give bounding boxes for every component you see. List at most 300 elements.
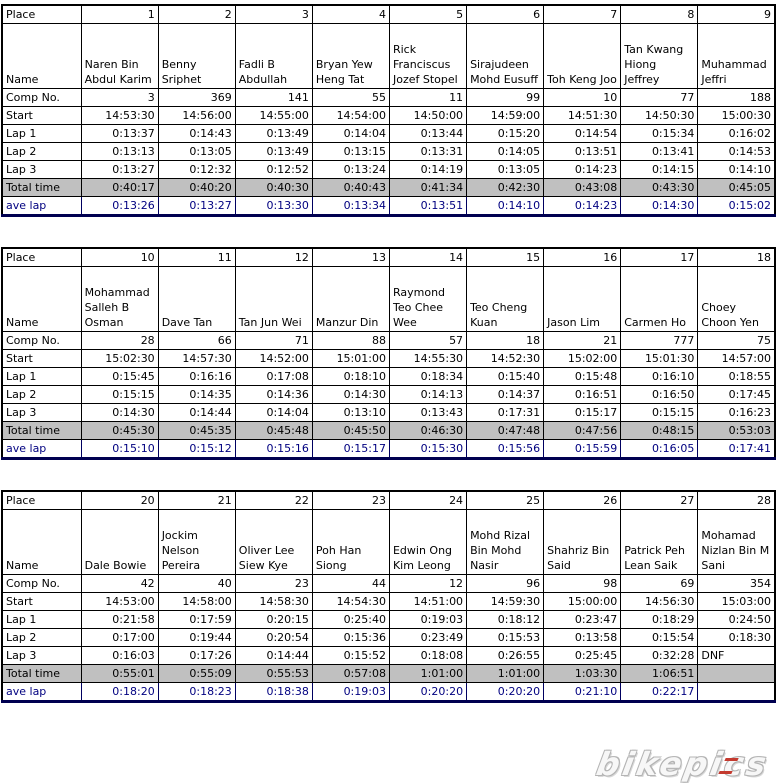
row-lap_1 (2, 611, 775, 629)
lap_3-cell: 0:14:44 (158, 404, 235, 422)
row-place (2, 491, 775, 510)
lap_1-cell: 0:17:08 (235, 368, 312, 386)
row-label-lap_2: Lap 2 (2, 629, 81, 647)
lap_3-cell: 0:26:55 (467, 647, 544, 665)
name-cell: Shahriz Bin Said (544, 510, 621, 575)
lap_1-cell: 0:14:43 (158, 125, 235, 143)
row-label-name: Name (2, 24, 81, 89)
lap_1-cell: 0:13:44 (389, 125, 466, 143)
lap_3-cell: 0:16:03 (81, 647, 158, 665)
row-lap_1 (2, 125, 775, 143)
name-cell: Tan Jun Wei (235, 267, 312, 332)
lap_3-cell: 0:15:15 (621, 404, 698, 422)
lap_3-cell: 0:13:27 (81, 161, 158, 179)
row-total_time (2, 665, 775, 683)
row-place (2, 248, 775, 267)
total_time-cell: 0:47:56 (544, 422, 621, 440)
ave_lap-cell: 0:15:56 (467, 440, 544, 459)
lap_2-cell: 0:13:13 (81, 143, 158, 161)
name-cell: Carmen Ho (621, 267, 698, 332)
total_time-cell: 1:01:00 (389, 665, 466, 683)
place-cell: 22 (235, 491, 312, 510)
ave_lap-cell: 0:13:26 (81, 197, 158, 216)
lap_1-cell: 0:15:20 (467, 125, 544, 143)
ave_lap-cell: 0:17:41 (698, 440, 775, 459)
comp_no-cell: 71 (235, 332, 312, 350)
lap_2-cell: 0:20:54 (235, 629, 312, 647)
name-cell: Bryan Yew Heng Tat (312, 24, 389, 89)
row-ave_lap (2, 197, 775, 216)
lap_1-cell: 0:15:48 (544, 368, 621, 386)
lap_3-cell: 0:13:43 (389, 404, 466, 422)
ave_lap-cell: 0:21:10 (544, 683, 621, 702)
start-cell: 14:52:00 (235, 350, 312, 368)
ave_lap-cell: 0:22:17 (621, 683, 698, 702)
ave_lap-cell: 0:15:17 (312, 440, 389, 459)
lap_1-cell: 0:16:10 (621, 368, 698, 386)
place-cell: 14 (389, 248, 466, 267)
row-name (2, 24, 775, 89)
start-cell: 15:02:30 (81, 350, 158, 368)
lap_1-cell: 0:13:49 (235, 125, 312, 143)
name-cell: Edwin Ong Kim Leong (389, 510, 466, 575)
lap_1-cell: 0:15:34 (621, 125, 698, 143)
lap_1-cell: 0:21:58 (81, 611, 158, 629)
lap_3-cell: 0:14:04 (235, 404, 312, 422)
total_time-cell (698, 665, 775, 683)
ave_lap-cell: 0:15:10 (81, 440, 158, 459)
start-cell: 14:56:30 (621, 593, 698, 611)
ave_lap-cell: 0:15:02 (698, 197, 775, 216)
lap_2-cell: 0:23:49 (389, 629, 466, 647)
comp_no-cell: 141 (235, 89, 312, 107)
total_time-cell: 0:43:30 (621, 179, 698, 197)
ave_lap-cell: 0:18:38 (235, 683, 312, 702)
row-label-lap_1: Lap 1 (2, 611, 81, 629)
name-cell: Poh Han Siong (312, 510, 389, 575)
lap_3-cell: 0:18:08 (389, 647, 466, 665)
row-label-place: Place (2, 248, 81, 267)
total_time-cell: 0:46:30 (389, 422, 466, 440)
place-cell: 6 (467, 5, 544, 24)
place-cell: 10 (81, 248, 158, 267)
name-cell: Jason Lim (544, 267, 621, 332)
place-cell: 3 (235, 5, 312, 24)
start-cell: 14:54:00 (312, 107, 389, 125)
lap_1-cell: 0:14:04 (312, 125, 389, 143)
results-table-places-10-18 (1, 247, 776, 460)
lap_1-cell: 0:17:59 (158, 611, 235, 629)
lap_2-cell: 0:14:53 (698, 143, 775, 161)
name-cell: Mohd Rizal Bin Mohd Nasir (467, 510, 544, 575)
lap_2-cell: 0:13:15 (312, 143, 389, 161)
row-place (2, 5, 775, 24)
total_time-cell: 1:01:00 (467, 665, 544, 683)
ave_lap-cell: 0:20:20 (467, 683, 544, 702)
start-cell: 15:02:00 (544, 350, 621, 368)
lap_2-cell: 0:14:05 (467, 143, 544, 161)
start-cell: 14:59:00 (467, 107, 544, 125)
row-label-lap_3: Lap 3 (2, 404, 81, 422)
start-cell: 14:58:00 (158, 593, 235, 611)
start-cell: 15:03:00 (698, 593, 775, 611)
place-cell: 26 (544, 491, 621, 510)
lap_1-cell: 0:18:10 (312, 368, 389, 386)
row-label-comp_no: Comp No. (2, 332, 81, 350)
lap_1-cell: 0:15:40 (467, 368, 544, 386)
total_time-cell: 0:47:48 (467, 422, 544, 440)
place-cell: 17 (621, 248, 698, 267)
row-label-total_time: Total time (2, 422, 81, 440)
total_time-cell: 0:45:05 (698, 179, 775, 197)
row-lap_3 (2, 161, 775, 179)
start-cell: 15:01:30 (621, 350, 698, 368)
row-label-lap_3: Lap 3 (2, 647, 81, 665)
lap_3-cell: 0:14:30 (81, 404, 158, 422)
lap_2-cell: 0:15:15 (81, 386, 158, 404)
row-lap_1 (2, 368, 775, 386)
name-cell: Naren Bin Abdul Karim (81, 24, 158, 89)
start-cell: 15:00:00 (544, 593, 621, 611)
lap_3-cell: 0:13:10 (312, 404, 389, 422)
place-cell: 4 (312, 5, 389, 24)
total_time-cell: 1:03:30 (544, 665, 621, 683)
total_time-cell: 0:55:01 (81, 665, 158, 683)
comp_no-cell: 3 (81, 89, 158, 107)
lap_1-cell: 0:24:50 (698, 611, 775, 629)
start-cell: 14:57:00 (698, 350, 775, 368)
name-cell: Fadli B Abdullah (235, 24, 312, 89)
place-cell: 25 (467, 491, 544, 510)
start-cell: 15:00:30 (698, 107, 775, 125)
lap_1-cell: 0:25:40 (312, 611, 389, 629)
lap_3-cell: 0:14:44 (235, 647, 312, 665)
comp_no-cell: 96 (467, 575, 544, 593)
lap_1-cell: 0:18:29 (621, 611, 698, 629)
ave_lap-cell: 0:19:03 (312, 683, 389, 702)
row-label-comp_no: Comp No. (2, 89, 81, 107)
comp_no-cell: 98 (544, 575, 621, 593)
total_time-cell: 0:40:20 (158, 179, 235, 197)
lap_3-cell: 0:12:32 (158, 161, 235, 179)
lap_2-cell: 0:13:49 (235, 143, 312, 161)
name-cell: Toh Keng Joo (544, 24, 621, 89)
lap_3-cell: 0:14:10 (698, 161, 775, 179)
ave_lap-cell: 0:13:51 (389, 197, 466, 216)
start-cell: 14:55:00 (235, 107, 312, 125)
row-label-lap_3: Lap 3 (2, 161, 81, 179)
name-cell: Jockim Nelson Pereira (158, 510, 235, 575)
lap_2-cell: 0:13:51 (544, 143, 621, 161)
start-cell: 14:59:30 (467, 593, 544, 611)
bikepics-logo (594, 745, 773, 783)
place-cell: 8 (621, 5, 698, 24)
row-label-lap_2: Lap 2 (2, 386, 81, 404)
row-label-start: Start (2, 593, 81, 611)
lap_3-cell: 0:13:05 (467, 161, 544, 179)
start-cell: 15:01:00 (312, 350, 389, 368)
row-label-start: Start (2, 107, 81, 125)
row-lap_2 (2, 143, 775, 161)
total_time-cell: 0:40:43 (312, 179, 389, 197)
lap_1-cell: 0:20:15 (235, 611, 312, 629)
start-cell: 14:54:30 (312, 593, 389, 611)
start-cell: 14:51:30 (544, 107, 621, 125)
place-cell: 24 (389, 491, 466, 510)
ave_lap-cell: 0:18:20 (81, 683, 158, 702)
lap_2-cell: 0:17:00 (81, 629, 158, 647)
total_time-cell: 0:45:35 (158, 422, 235, 440)
comp_no-cell: 42 (81, 575, 158, 593)
place-cell: 18 (698, 248, 775, 267)
ave_lap-cell: 0:14:23 (544, 197, 621, 216)
lap_2-cell: 0:14:30 (312, 386, 389, 404)
lap_3-cell: 0:14:23 (544, 161, 621, 179)
total_time-cell: 0:57:08 (312, 665, 389, 683)
row-label-place: Place (2, 491, 81, 510)
comp_no-cell: 11 (389, 89, 466, 107)
place-cell: 2 (158, 5, 235, 24)
comp_no-cell: 188 (698, 89, 775, 107)
name-cell: Raymond Teo Chee Wee (389, 267, 466, 332)
total_time-cell: 0:40:17 (81, 179, 158, 197)
ave_lap-cell: 0:15:30 (389, 440, 466, 459)
lap_2-cell: 0:14:37 (467, 386, 544, 404)
comp_no-cell: 369 (158, 89, 235, 107)
results-table-places-1-9 (1, 4, 776, 217)
comp_no-cell: 75 (698, 332, 775, 350)
row-label-lap_2: Lap 2 (2, 143, 81, 161)
comp_no-cell: 21 (544, 332, 621, 350)
name-cell: Oliver Lee Siew Kye (235, 510, 312, 575)
name-cell: Muhammad Jeffri (698, 24, 775, 89)
start-cell: 14:58:30 (235, 593, 312, 611)
row-label-ave_lap: ave lap (2, 683, 81, 702)
total_time-cell: 0:43:08 (544, 179, 621, 197)
comp_no-cell: 88 (312, 332, 389, 350)
lap_1-cell: 0:15:45 (81, 368, 158, 386)
row-name (2, 267, 775, 332)
row-lap_3 (2, 647, 775, 665)
ave_lap-cell: 0:15:12 (158, 440, 235, 459)
place-cell: 13 (312, 248, 389, 267)
place-cell: 7 (544, 5, 621, 24)
row-label-start: Start (2, 350, 81, 368)
place-cell: 5 (389, 5, 466, 24)
lap_1-cell: 0:23:47 (544, 611, 621, 629)
place-cell: 9 (698, 5, 775, 24)
ave_lap-cell: 0:13:34 (312, 197, 389, 216)
ave_lap-cell: 0:15:59 (544, 440, 621, 459)
place-cell: 15 (467, 248, 544, 267)
lap_2-cell: 0:14:13 (389, 386, 466, 404)
row-start (2, 593, 775, 611)
row-lap_2 (2, 629, 775, 647)
row-ave_lap (2, 683, 775, 702)
total_time-cell: 0:45:50 (312, 422, 389, 440)
start-cell: 14:50:00 (389, 107, 466, 125)
ave_lap-cell: 0:15:16 (235, 440, 312, 459)
place-cell: 16 (544, 248, 621, 267)
comp_no-cell: 18 (467, 332, 544, 350)
lap_3-cell: 0:14:15 (621, 161, 698, 179)
lap_2-cell: 0:13:31 (389, 143, 466, 161)
row-label-comp_no: Comp No. (2, 575, 81, 593)
place-cell: 21 (158, 491, 235, 510)
bikepics-logo-text: bikepics (594, 745, 773, 783)
lap_3-cell: 0:14:19 (389, 161, 466, 179)
lap_2-cell: 0:15:54 (621, 629, 698, 647)
name-cell: Dale Bowie (81, 510, 158, 575)
row-comp_no (2, 332, 775, 350)
lap_1-cell: 0:16:02 (698, 125, 775, 143)
row-ave_lap (2, 440, 775, 459)
comp_no-cell: 66 (158, 332, 235, 350)
lap_1-cell: 0:18:34 (389, 368, 466, 386)
total_time-cell: 0:45:48 (235, 422, 312, 440)
lap_3-cell: DNF (698, 647, 775, 665)
comp_no-cell: 57 (389, 332, 466, 350)
row-start (2, 350, 775, 368)
name-cell: Patrick Peh Lean Saik (621, 510, 698, 575)
lap_3-cell: 0:12:52 (235, 161, 312, 179)
row-label-name: Name (2, 267, 81, 332)
lap_1-cell: 0:18:55 (698, 368, 775, 386)
lap_3-cell: 0:15:17 (544, 404, 621, 422)
place-cell: 1 (81, 5, 158, 24)
row-label-name: Name (2, 510, 81, 575)
place-cell: 11 (158, 248, 235, 267)
lap_1-cell: 0:18:12 (467, 611, 544, 629)
total_time-cell: 0:45:30 (81, 422, 158, 440)
lap_2-cell: 0:15:53 (467, 629, 544, 647)
lap_2-cell: 0:17:45 (698, 386, 775, 404)
lap_3-cell: 0:17:31 (467, 404, 544, 422)
results-table-places-20-28 (1, 490, 776, 703)
comp_no-cell: 10 (544, 89, 621, 107)
row-label-ave_lap: ave lap (2, 440, 81, 459)
lap_3-cell: 0:25:45 (544, 647, 621, 665)
name-cell: Mohamad Nizlan Bin M Sani (698, 510, 775, 575)
row-label-ave_lap: ave lap (2, 197, 81, 216)
total_time-cell: 0:53:03 (698, 422, 775, 440)
row-label-lap_1: Lap 1 (2, 368, 81, 386)
ave_lap-cell (698, 683, 775, 702)
name-cell: Rick Franciscus Jozef Stopel (389, 24, 466, 89)
comp_no-cell: 23 (235, 575, 312, 593)
row-lap_2 (2, 386, 775, 404)
lap_2-cell: 0:13:05 (158, 143, 235, 161)
lap_2-cell: 0:15:36 (312, 629, 389, 647)
lap_3-cell: 0:16:23 (698, 404, 775, 422)
name-cell: Teo Cheng Kuan (467, 267, 544, 332)
comp_no-cell: 99 (467, 89, 544, 107)
start-cell: 14:53:30 (81, 107, 158, 125)
ave_lap-cell: 0:13:30 (235, 197, 312, 216)
lap_2-cell: 0:16:50 (621, 386, 698, 404)
lap_2-cell: 0:14:36 (235, 386, 312, 404)
total_time-cell: 0:41:34 (389, 179, 466, 197)
total_time-cell: 0:55:09 (158, 665, 235, 683)
ave_lap-cell: 0:16:05 (621, 440, 698, 459)
comp_no-cell: 12 (389, 575, 466, 593)
comp_no-cell: 55 (312, 89, 389, 107)
lap_2-cell: 0:13:41 (621, 143, 698, 161)
start-cell: 14:56:00 (158, 107, 235, 125)
ave_lap-cell: 0:14:10 (467, 197, 544, 216)
row-start (2, 107, 775, 125)
place-cell: 12 (235, 248, 312, 267)
lap_2-cell: 0:13:58 (544, 629, 621, 647)
lap_2-cell: 0:18:30 (698, 629, 775, 647)
comp_no-cell: 40 (158, 575, 235, 593)
total_time-cell: 1:06:51 (621, 665, 698, 683)
start-cell: 14:52:30 (467, 350, 544, 368)
lap_3-cell: 0:32:28 (621, 647, 698, 665)
start-cell: 14:57:30 (158, 350, 235, 368)
ave_lap-cell: 0:13:27 (158, 197, 235, 216)
place-cell: 20 (81, 491, 158, 510)
comp_no-cell: 69 (621, 575, 698, 593)
comp_no-cell: 44 (312, 575, 389, 593)
total_time-cell: 0:55:53 (235, 665, 312, 683)
lap_1-cell: 0:13:37 (81, 125, 158, 143)
row-lap_3 (2, 404, 775, 422)
row-total_time (2, 422, 775, 440)
row-label-total_time: Total time (2, 179, 81, 197)
ave_lap-cell: 0:20:20 (389, 683, 466, 702)
lap_1-cell: 0:16:16 (158, 368, 235, 386)
lap_3-cell: 0:17:26 (158, 647, 235, 665)
row-comp_no (2, 89, 775, 107)
lap_3-cell: 0:13:24 (312, 161, 389, 179)
name-cell: Manzur Din (312, 267, 389, 332)
ave_lap-cell: 0:14:30 (621, 197, 698, 216)
ave_lap-cell: 0:18:23 (158, 683, 235, 702)
row-label-lap_1: Lap 1 (2, 125, 81, 143)
lap_2-cell: 0:14:35 (158, 386, 235, 404)
row-label-place: Place (2, 5, 81, 24)
start-cell: 14:51:00 (389, 593, 466, 611)
lap_3-cell: 0:15:52 (312, 647, 389, 665)
comp_no-cell: 354 (698, 575, 775, 593)
name-cell: Sirajudeen Mohd Eusuff (467, 24, 544, 89)
start-cell: 14:55:30 (389, 350, 466, 368)
watermark-row (0, 733, 777, 783)
total_time-cell: 0:48:15 (621, 422, 698, 440)
total_time-cell: 0:42:30 (467, 179, 544, 197)
row-label-total_time: Total time (2, 665, 81, 683)
start-cell: 14:50:30 (621, 107, 698, 125)
name-cell: Dave Tan (158, 267, 235, 332)
name-cell: Benny Sriphet (158, 24, 235, 89)
name-cell: Mohammad Salleh B Osman (81, 267, 158, 332)
lap_1-cell: 0:19:03 (389, 611, 466, 629)
row-comp_no (2, 575, 775, 593)
place-cell: 23 (312, 491, 389, 510)
start-cell: 14:53:00 (81, 593, 158, 611)
row-name (2, 510, 775, 575)
row-total_time (2, 179, 775, 197)
lap_2-cell: 0:16:51 (544, 386, 621, 404)
total_time-cell: 0:40:30 (235, 179, 312, 197)
comp_no-cell: 28 (81, 332, 158, 350)
comp_no-cell: 77 (621, 89, 698, 107)
place-cell: 27 (621, 491, 698, 510)
name-cell: Choey Choon Yen (698, 267, 775, 332)
lap_1-cell: 0:14:54 (544, 125, 621, 143)
name-cell: Tan Kwang Hiong Jeffrey (621, 24, 698, 89)
